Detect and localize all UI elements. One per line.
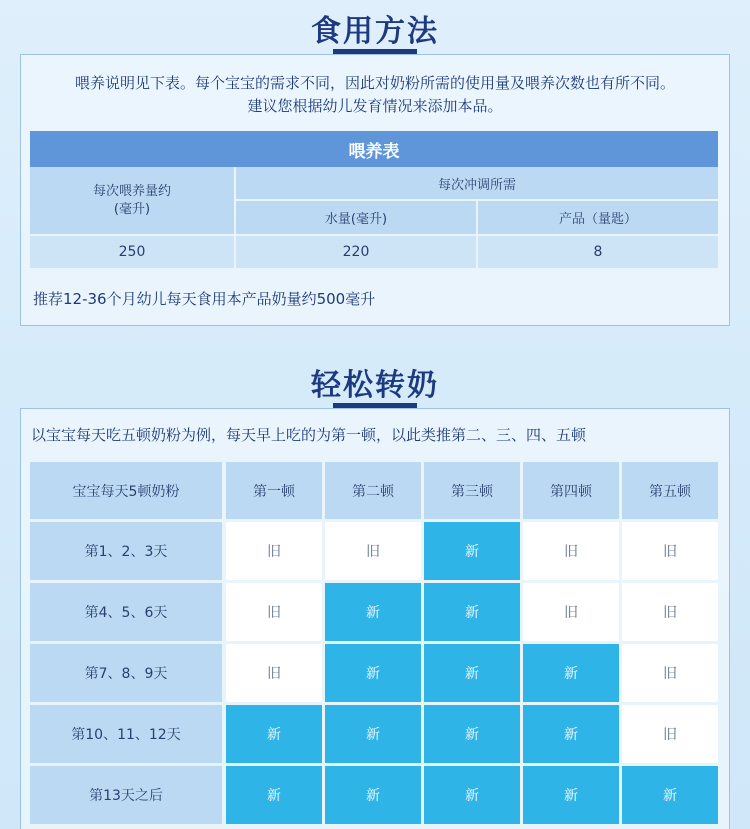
- feeding-table-title: 喂养表: [30, 131, 718, 167]
- product-header: 产品（量匙）: [478, 201, 718, 234]
- transition-title: 轻松转奶: [311, 368, 439, 403]
- old-formula-cell: 旧: [226, 522, 322, 580]
- day-range-label: 第4、5、6天: [30, 583, 222, 641]
- new-formula-cell: 新: [523, 705, 619, 763]
- new-formula-cell: 新: [424, 644, 520, 702]
- water-value: 220: [236, 236, 476, 268]
- old-formula-cell: 旧: [325, 522, 421, 580]
- day-range-label: 第1、2、3天: [30, 522, 222, 580]
- new-formula-cell: 新: [523, 766, 619, 824]
- old-formula-cell: 旧: [622, 583, 718, 641]
- old-formula-cell: 旧: [226, 644, 322, 702]
- meal-header-fourth: 第四顿: [523, 462, 619, 519]
- usage-intro-line1: 喂养说明见下表。每个宝宝的需求不同，因此对奶粉所需的使用量及喂养次数也有所不同。: [74, 74, 675, 92]
- meal-header-third: 第三顿: [424, 462, 520, 519]
- day-range-label: 第10、11、12天: [30, 705, 222, 763]
- water-header: 水量(毫升): [236, 201, 476, 234]
- mixing-group-header: 每次冲调所需: [236, 167, 718, 199]
- new-formula-cell: 新: [424, 522, 520, 580]
- transition-corner-header: 宝宝每天5顿奶粉: [30, 462, 222, 519]
- old-formula-cell: 旧: [226, 583, 322, 641]
- old-formula-cell: 旧: [523, 522, 619, 580]
- new-formula-cell: 新: [424, 583, 520, 641]
- usage-title: 食用方法: [311, 14, 439, 49]
- new-formula-cell: 新: [424, 705, 520, 763]
- usage-intro-line2: 建议您根据幼儿发育情况来添加本品。: [247, 97, 503, 115]
- new-formula-cell: 新: [523, 644, 619, 702]
- new-formula-cell: 新: [325, 644, 421, 702]
- usage-note: 推荐12-36个月幼儿每天食用本产品奶量约500毫升: [33, 290, 376, 308]
- meal-header-first: 第一顿: [226, 462, 322, 519]
- old-formula-cell: 旧: [622, 644, 718, 702]
- feeding-amount-header: 每次喂养量约 (毫升): [30, 167, 234, 234]
- new-formula-cell: 新: [226, 705, 322, 763]
- old-formula-cell: 旧: [622, 705, 718, 763]
- old-formula-cell: 旧: [523, 583, 619, 641]
- old-formula-cell: 旧: [622, 522, 718, 580]
- day-range-label: 第13天之后: [30, 766, 222, 824]
- new-formula-cell: 新: [325, 705, 421, 763]
- new-formula-cell: 新: [325, 766, 421, 824]
- product-value: 8: [478, 236, 718, 268]
- transition-intro: 以宝宝每天吃五顿奶粉为例，每天早上吃的为第一顿，以此类推第二、三、四、五顿: [31, 426, 587, 444]
- feeding-amount-value: 250: [30, 236, 234, 268]
- day-range-label: 第7、8、9天: [30, 644, 222, 702]
- new-formula-cell: 新: [622, 766, 718, 824]
- meal-header-fifth: 第五顿: [622, 462, 718, 519]
- new-formula-cell: 新: [226, 766, 322, 824]
- new-formula-cell: 新: [325, 583, 421, 641]
- new-formula-cell: 新: [424, 766, 520, 824]
- meal-header-second: 第二顿: [325, 462, 421, 519]
